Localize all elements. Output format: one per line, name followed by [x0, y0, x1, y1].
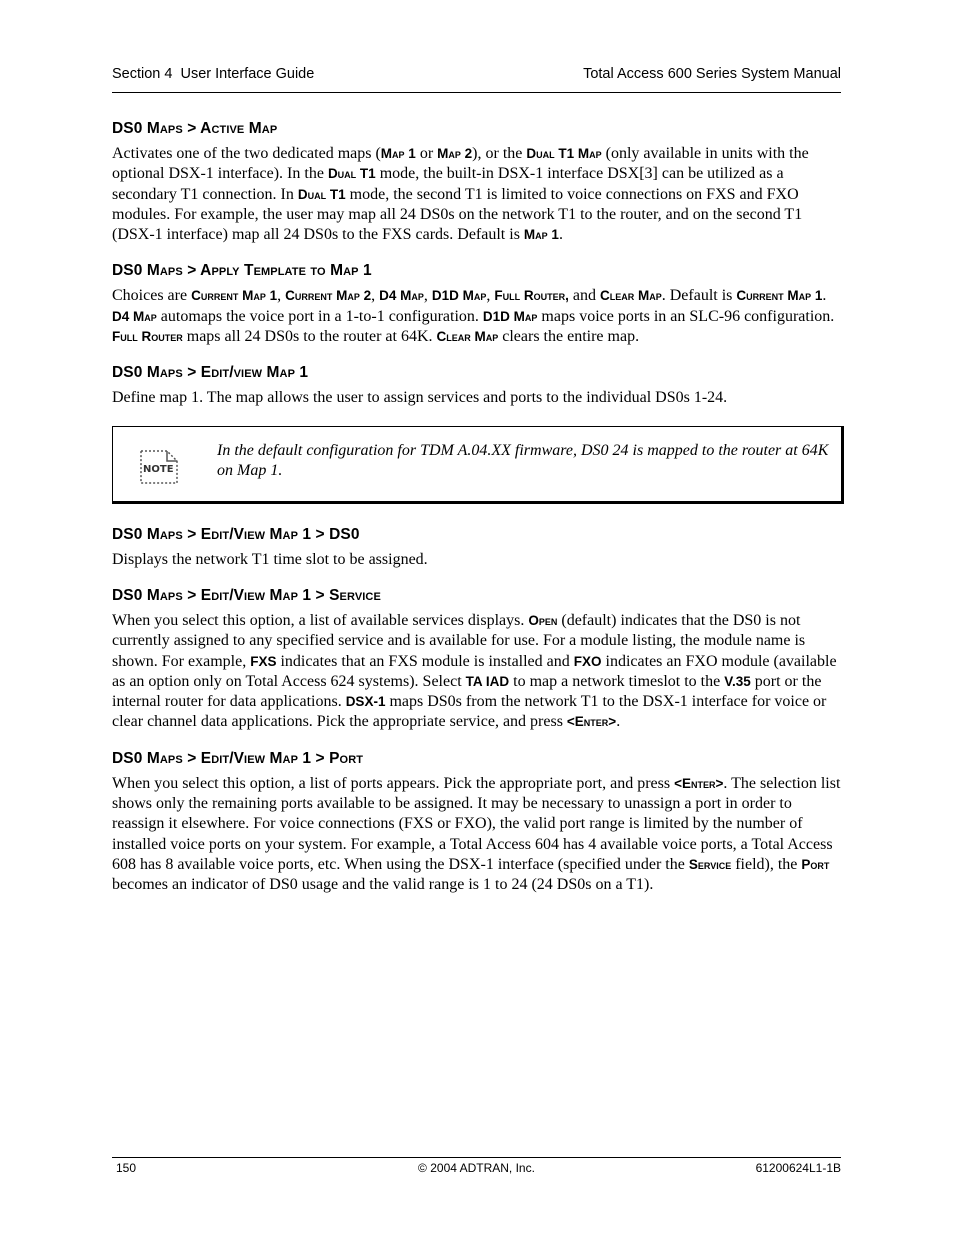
- text-run: clears the entire map.: [498, 328, 640, 346]
- section-heading: DS0 Maps > Edit/View Map 1 > DS0: [112, 525, 360, 543]
- keyword: D4 Map: [112, 308, 157, 324]
- keyword: Map 2: [437, 146, 473, 161]
- page-number: 150: [116, 1161, 137, 1175]
- text-run: automaps the voice port in a 1-to-1 configuration.: [156, 307, 483, 325]
- keyword: Full Router,: [494, 288, 569, 304]
- text-run: or: [415, 145, 438, 162]
- section-paragraph: [112, 611, 841, 733]
- keyword: D1D Map: [431, 288, 487, 304]
- text-run: maps DS0s from the network T1 to the DSX-1 interface for voice or clear channel data applications. Pick the appropriate service, and press: [112, 693, 827, 731]
- keyword: Open: [528, 612, 558, 628]
- text-run: mode, the built-in DSX-1 interface DSX[3] can be utilized as a secondary T1 connection. In: [112, 165, 784, 203]
- header-section-title: Section 4 User Interface Guide: [112, 66, 315, 82]
- copyright: © 2004 ADTRAN, Inc.: [418, 1161, 535, 1175]
- keyword: D4 Map: [379, 288, 424, 304]
- note-icon: [137, 447, 181, 487]
- section-paragraph: [112, 388, 841, 408]
- keyword: Current Map 1: [191, 288, 278, 304]
- note-box: [112, 426, 844, 504]
- text-run: mode, the second T1 is limited to voice connections on FXS and FXO modules. For example, the user may map all 24 DS0s on the network T1 to the router, and on the second T1 (DSX-1 interface) map all 24 DS0s to the FXS cards. Default is: [112, 185, 803, 244]
- text-run: port or the internal router for data applications.: [112, 672, 822, 711]
- text-run: Displays the network T1 time slot to be assigned.: [112, 550, 428, 568]
- text-run: Activates one of the two dedicated maps (: [112, 145, 381, 162]
- page-header: [112, 64, 841, 93]
- section-paragraph: [112, 286, 841, 347]
- text-run: .: [558, 226, 563, 244]
- keyword: Dual T1 Map: [526, 146, 602, 161]
- text-run: .: [616, 713, 621, 731]
- svg-text:NOTE: NOTE: [143, 463, 174, 475]
- keyword: Map 1: [380, 146, 416, 161]
- section-paragraph: [112, 144, 841, 245]
- text-run: ,: [423, 287, 432, 305]
- text-run: maps all 24 DS0s to the router at 64K.: [182, 328, 437, 346]
- keyword: <Enter>: [674, 775, 724, 791]
- text-run: to map a network timeslot to the: [509, 672, 725, 690]
- text-run: indicates an FXO module (available as an option only on Total Access 624 systems). Select: [112, 652, 837, 690]
- section-heading: DS0 Maps > Active Map: [112, 120, 278, 137]
- text-run: .: [822, 287, 827, 305]
- keyword: D1D Map: [482, 308, 538, 324]
- text-run: ), or the: [472, 145, 527, 162]
- text-run: indicates that an FXS module is installed and: [276, 652, 574, 670]
- text-run: (default) indicates that the DS0 is not currently assigned to any specified service and is available for use. For a module listing, the module name is shown. For example,: [112, 611, 806, 670]
- text-run: Define map 1. The map allows the user to assign services and ports to the individual DS0s 1-24.: [112, 389, 728, 407]
- text-run: ,: [486, 287, 495, 305]
- section-heading: DS0 Maps > Edit/view Map 1: [112, 364, 309, 382]
- page-footer: [112, 1157, 841, 1178]
- text-run: ,: [277, 287, 286, 305]
- header-manual-title: Total Access 600 Series System Manual: [583, 66, 841, 82]
- text-run: becomes an indicator of DS0 usage and the valid range is 1 to 24 (24 DS0s on a T1).: [112, 876, 654, 894]
- text-run: ,: [371, 287, 380, 305]
- keyword: FXO: [573, 653, 602, 669]
- section-heading: DS0 Maps > Apply Template to Map 1: [112, 262, 372, 280]
- document-id: 61200624L1-1B: [755, 1161, 841, 1175]
- text-run: and: [568, 287, 600, 305]
- section-paragraph: [112, 774, 841, 896]
- text-run: . The selection list shows only the remaining ports available to be assigned. It may be necessary to unassign a port in order to reassign it elsewhere. For voice connections (FXS or FXO), the valid port range is limited by the number of installed voice ports on your system. For example, a Total Access 604 has 4 available voice ports, a Total Access 608 has 8 available voice ports, etc. When using the DSX-1 interface (specified under the: [112, 774, 841, 873]
- section-heading: DS0 Maps > Edit/View Map 1 > Port: [112, 749, 364, 767]
- keyword: FXS: [250, 653, 277, 669]
- keyword: Dual T1: [297, 186, 346, 202]
- keyword: Clear Map: [600, 288, 662, 304]
- section-heading: DS0 Maps > Edit/View Map 1 > Service: [112, 586, 381, 604]
- keyword: <Enter>: [566, 714, 617, 730]
- keyword: Service: [688, 856, 732, 872]
- section-paragraph: [112, 550, 841, 570]
- keyword: TA IAD: [465, 673, 510, 689]
- text-run: field), the: [731, 855, 802, 873]
- text-run: When you select this option, a list of available services displays.: [112, 611, 529, 629]
- keyword: Current Map 1: [736, 288, 823, 304]
- text-run: . Default is: [661, 287, 737, 305]
- text-run: (only available in units with the optional DSX-1 interface). In the: [112, 145, 809, 183]
- keyword: Clear Map: [436, 329, 499, 345]
- note-text: In the default configuration for TDM A.04.XX firmware, DS0 24 is mapped to the router at 64K on Map 1.: [217, 441, 829, 479]
- text-run: maps voice ports in an SLC-96 configuration.: [537, 307, 835, 325]
- keyword: Port: [801, 856, 830, 872]
- keyword: Map 1: [523, 227, 559, 243]
- keyword: Dual T1: [327, 166, 376, 182]
- keyword: V.35: [724, 673, 751, 689]
- text-run: Choices are: [112, 287, 192, 305]
- keyword: DSX-1: [345, 694, 386, 710]
- page-body: [112, 120, 841, 913]
- keyword: Full Router: [112, 329, 183, 345]
- keyword: Current Map 2: [285, 288, 372, 304]
- text-run: When you select this option, a list of ports appears. Pick the appropriate port, and press: [112, 774, 675, 792]
